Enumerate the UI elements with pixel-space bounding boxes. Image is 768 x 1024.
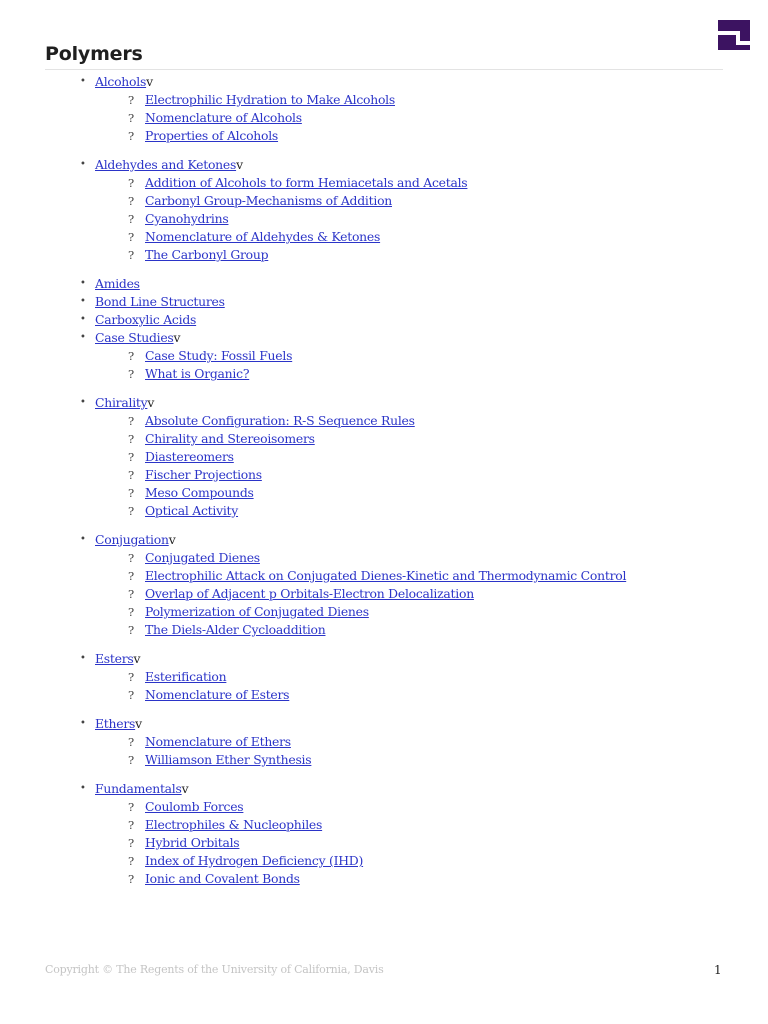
toc-subitem (0, 91, 768, 109)
toc-group (0, 329, 768, 383)
toc-subitem (0, 621, 768, 639)
toc-sublink[interactable]: Polymerization of Conjugated Dienes (145, 604, 369, 619)
subbullet-icon: ? (128, 129, 134, 143)
subbullet-icon: ? (128, 432, 134, 446)
toc-link[interactable]: Alcohols (95, 74, 147, 89)
toc-group (0, 73, 768, 145)
page-number: 1 (714, 963, 722, 977)
toc-link[interactable]: Aldehydes and Ketones (95, 157, 237, 172)
bullet-icon: • (80, 159, 86, 170)
toc-sublink[interactable]: Electrophiles & Nucleophiles (145, 817, 323, 832)
toc-sublink[interactable]: The Diels-Alder Cycloaddition (145, 622, 326, 637)
toc-group (0, 275, 768, 293)
table-of-contents (0, 73, 768, 899)
subbullet-icon: ? (128, 111, 134, 125)
subbullet-icon: ? (128, 194, 134, 208)
subbullet-icon: ? (128, 468, 134, 482)
expand-caret-icon[interactable]: v (133, 651, 141, 666)
toc-subitem (0, 549, 768, 567)
bullet-icon: • (80, 397, 86, 408)
subbullet-icon: ? (128, 414, 134, 428)
title-divider (45, 69, 723, 70)
subbullet-icon: ? (128, 93, 134, 107)
subbullet-icon: ? (128, 248, 134, 262)
toc-sublink[interactable]: Case Study: Fossil Fuels (145, 348, 293, 363)
subbullet-icon: ? (128, 349, 134, 363)
toc-subitem (0, 603, 768, 621)
toc-sublink[interactable]: Nomenclature of Esters (145, 687, 290, 702)
expand-caret-icon[interactable]: v (168, 532, 176, 547)
subbullet-icon: ? (128, 367, 134, 381)
expand-caret-icon[interactable]: v (173, 330, 181, 345)
toc-group (0, 311, 768, 329)
toc-group (0, 293, 768, 311)
toc-sublink[interactable]: Nomenclature of Alcohols (145, 110, 302, 125)
toc-sublink[interactable]: Coulomb Forces (145, 799, 244, 814)
toc-item (0, 293, 768, 311)
toc-sublink[interactable]: Properties of Alcohols (145, 128, 279, 143)
bullet-icon: • (80, 653, 86, 664)
toc-item (0, 394, 768, 412)
toc-item (0, 715, 768, 733)
toc-subitem (0, 448, 768, 466)
toc-link[interactable]: Fundamentals (95, 781, 182, 796)
toc-sublink[interactable]: Hybrid Orbitals (145, 835, 240, 850)
subbullet-icon: ? (128, 212, 134, 226)
toc-subitem (0, 870, 768, 888)
toc-sublink[interactable]: Conjugated Dienes (145, 550, 260, 565)
subbullet-icon: ? (128, 551, 134, 565)
toc-link[interactable]: Carboxylic Acids (95, 312, 197, 327)
toc-link[interactable]: Ethers (95, 716, 136, 731)
subbullet-icon: ? (128, 735, 134, 749)
toc-group (0, 156, 768, 264)
toc-sublink[interactable]: Nomenclature of Ethers (145, 734, 291, 749)
toc-subitem (0, 412, 768, 430)
toc-subitem (0, 502, 768, 520)
toc-subitem (0, 816, 768, 834)
bullet-icon: • (80, 534, 86, 545)
toc-sublink[interactable]: Meso Compounds (145, 485, 254, 500)
toc-subitem (0, 567, 768, 585)
toc-subitem (0, 228, 768, 246)
bullet-icon: • (80, 296, 86, 307)
toc-group (0, 531, 768, 639)
toc-group (0, 394, 768, 520)
copyright-notice: Copyright © The Regents of the University of California, Davis (45, 963, 384, 976)
toc-item (0, 311, 768, 329)
subbullet-icon: ? (128, 569, 134, 583)
toc-sublink[interactable]: Electrophilic Hydration to Make Alcohols (145, 92, 395, 107)
toc-subitem (0, 192, 768, 210)
toc-sublink[interactable]: What is Organic? (145, 366, 250, 381)
subbullet-icon: ? (128, 753, 134, 767)
toc-subitem (0, 347, 768, 365)
toc-subitem (0, 852, 768, 870)
subbullet-icon: ? (128, 670, 134, 684)
toc-item (0, 650, 768, 668)
toc-sublink[interactable]: Esterification (145, 669, 227, 684)
toc-item (0, 275, 768, 293)
toc-sublink[interactable]: Nomenclature of Aldehydes & Ketones (145, 229, 381, 244)
subbullet-icon: ? (128, 504, 134, 518)
toc-sublink[interactable]: Chirality and Stereoisomers (145, 431, 315, 446)
expand-caret-icon[interactable]: v (236, 157, 243, 172)
toc-group (0, 715, 768, 769)
subbullet-icon: ? (128, 623, 134, 637)
toc-link[interactable]: Esters (95, 651, 134, 666)
expand-caret-icon[interactable]: v (146, 74, 153, 89)
libretexts-logo-icon (718, 20, 750, 50)
toc-sublink[interactable]: Cyanohydrins (145, 211, 229, 226)
subbullet-icon: ? (128, 176, 134, 190)
subbullet-icon: ? (128, 688, 134, 702)
subbullet-icon: ? (128, 605, 134, 619)
toc-sublink[interactable]: Williamson Ether Synthesis (145, 752, 312, 767)
subbullet-icon: ? (128, 800, 134, 814)
toc-subitem (0, 668, 768, 686)
toc-sublink[interactable]: Absolute Configuration: R-S Sequence Rules (145, 413, 415, 428)
toc-group (0, 650, 768, 704)
subbullet-icon: ? (128, 230, 134, 244)
subbullet-icon: ? (128, 587, 134, 601)
toc-sublink[interactable]: Electrophilic Attack on Conjugated Dienes-Kinetic and Thermodynamic Control (145, 568, 627, 583)
toc-subitem (0, 484, 768, 502)
toc-subitem (0, 466, 768, 484)
toc-link[interactable]: Conjugation (95, 532, 169, 547)
page-title: Polymers (45, 43, 143, 65)
toc-sublink[interactable]: Fischer Projections (145, 467, 262, 482)
bullet-icon: • (80, 76, 86, 87)
subbullet-icon: ? (128, 854, 134, 868)
bullet-icon: • (80, 314, 86, 325)
toc-subitem (0, 210, 768, 228)
toc-item (0, 156, 768, 174)
toc-sublink[interactable]: Diastereomers (145, 449, 234, 464)
toc-link[interactable]: Case Studies (95, 330, 174, 345)
subbullet-icon: ? (128, 872, 134, 886)
subbullet-icon: ? (128, 450, 134, 464)
toc-sublink[interactable]: The Carbonyl Group (145, 247, 269, 262)
toc-group (0, 780, 768, 888)
toc-subitem (0, 798, 768, 816)
toc-subitem (0, 834, 768, 852)
toc-subitem (0, 127, 768, 145)
expand-caret-icon[interactable]: v (147, 395, 155, 410)
toc-link[interactable]: Amides (95, 276, 140, 291)
toc-link[interactable]: Chirality (95, 395, 148, 410)
toc-sublink[interactable]: Ionic and Covalent Bonds (145, 871, 300, 886)
toc-subitem (0, 365, 768, 383)
toc-sublink[interactable]: Overlap of Adjacent p Orbitals-Electron Delocalization (145, 586, 474, 601)
toc-subitem (0, 686, 768, 704)
toc-subitem (0, 246, 768, 264)
toc-link[interactable]: Bond Line Structures (95, 294, 225, 309)
subbullet-icon: ? (128, 486, 134, 500)
toc-item (0, 73, 768, 91)
subbullet-icon: ? (128, 836, 134, 850)
expand-caret-icon[interactable]: v (135, 716, 142, 731)
toc-subitem (0, 174, 768, 192)
toc-subitem (0, 733, 768, 751)
toc-subitem (0, 430, 768, 448)
subbullet-icon: ? (128, 818, 134, 832)
toc-sublink[interactable]: Optical Activity (145, 503, 239, 518)
bullet-icon: • (80, 718, 86, 729)
toc-item (0, 780, 768, 798)
bullet-icon: • (80, 332, 86, 343)
toc-sublink[interactable]: Index of Hydrogen Deficiency (IHD) (145, 853, 364, 868)
toc-subitem (0, 585, 768, 603)
toc-sublink[interactable]: Carbonyl Group-Mechanisms of Addition (145, 193, 393, 208)
toc-item (0, 531, 768, 549)
toc-sublink[interactable]: Addition of Alcohols to form Hemiacetals and Acetals (145, 175, 468, 190)
bullet-icon: • (80, 278, 86, 289)
toc-subitem (0, 751, 768, 769)
toc-subitem (0, 109, 768, 127)
toc-item (0, 329, 768, 347)
bullet-icon: • (80, 783, 86, 794)
expand-caret-icon[interactable]: v (181, 781, 189, 796)
